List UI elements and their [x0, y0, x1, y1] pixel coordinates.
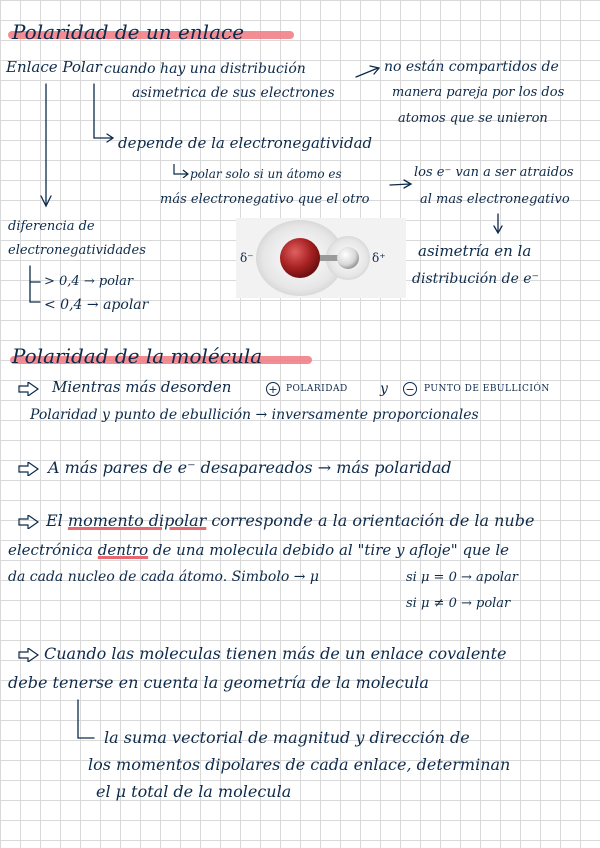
si-mu-cero: si μ = 0 → apolar: [406, 570, 519, 585]
cuando-moleculas-text-2: debe tenerse en cuenta la geometría de la molecula: [8, 673, 429, 692]
enlace-polar-label: Enlace Polar: [6, 58, 102, 76]
diferencia-apolar: < 0,4 → apolar: [44, 297, 149, 313]
momento-dipolar-term: momento dipolar: [67, 511, 207, 530]
polar-solo-text-2: más electronegativo que el otro: [160, 192, 370, 207]
los-e-text-1: los e⁻ van a ser atraidos: [414, 165, 574, 180]
diferencia-text-1: diferencia de: [8, 219, 95, 234]
punto-ebullicion-caps: PUNTO DE EBULLICIÓN: [424, 384, 550, 394]
si-mu-distinto: si μ ≠ 0 → polar: [406, 596, 511, 611]
pares-text: A más pares de e⁻ desapareados → más polaridad: [48, 458, 452, 477]
cuando-moleculas-text-1: Cuando las moleculas tienen más de un enlace covalente: [44, 644, 507, 663]
diferencia-text-2: electronegatividades: [8, 243, 146, 258]
momento-line: [46, 513, 534, 529]
arrow-bullet-icon: [18, 382, 40, 396]
cuando-text-1: cuando hay una distribución: [104, 61, 306, 77]
minus-sign: −: [405, 383, 415, 396]
hook-arrow-icon: [170, 162, 192, 178]
cuando-text-2: asimetrica de sus electrones: [132, 85, 335, 101]
suma-text-3: el μ total de la molecula: [96, 782, 292, 801]
y-text: y: [380, 381, 388, 397]
depende-text: depende de la electronegatividad: [118, 134, 373, 152]
los-e-text-2: al mas electronegativo: [420, 192, 570, 207]
mientras-text: Mientras más desorden: [52, 378, 232, 396]
delta-minus-label: δ⁻: [240, 251, 254, 265]
minus-circle-icon: [402, 381, 418, 397]
electronica-line: [8, 543, 509, 558]
polar-solo-text-1: polar solo si un átomo es: [190, 167, 342, 181]
electronica-rest: de una molecula debido al "tire y afloje" que le: [152, 541, 510, 559]
arrow-bullet-icon: [18, 515, 40, 529]
polaridad-ebullicion-text: Polaridad y punto de ebullición → inversamente proporcionales: [30, 407, 479, 423]
arrow-bullet-icon: [18, 462, 40, 476]
suma-text-2: los momentos dipolares de cada enlace, determinan: [88, 755, 511, 774]
plus-circle-icon: [265, 381, 281, 397]
asimetria-text-2: distribución de e⁻: [412, 271, 539, 287]
asimetria-text-1: asimetría en la: [418, 242, 532, 260]
momento-pre: El: [46, 511, 63, 530]
section-title-polaridad-enlace: Polaridad de un enlace: [12, 20, 245, 44]
molecule-illustration: [236, 218, 406, 298]
plus-sign: +: [268, 383, 278, 396]
momento-post: corresponde a la orientación de la nube: [211, 511, 535, 530]
no-estan-text-1: no están compartidos de: [384, 59, 559, 75]
no-estan-text-2: manera pareja por los dos: [392, 85, 565, 100]
delta-plus-label: δ⁺: [372, 251, 386, 265]
polaridad-caps: POLARIDAD: [286, 384, 348, 394]
suma-text-1: la suma vectorial de magnitud y dirección de: [104, 728, 470, 747]
arrow-bullet-icon: [18, 648, 40, 662]
section-title-polaridad-molecula: Polaridad de la molécula: [12, 344, 263, 368]
diferencia-polar: > 0,4 → polar: [44, 274, 134, 289]
no-estan-text-3: atomos que se unieron: [398, 111, 548, 126]
dentro-word: dentro: [97, 541, 149, 559]
electronica-word: electrónica: [8, 541, 93, 559]
da-cada-text: da cada nucleo de cada átomo. Simbolo → μ: [8, 569, 319, 585]
